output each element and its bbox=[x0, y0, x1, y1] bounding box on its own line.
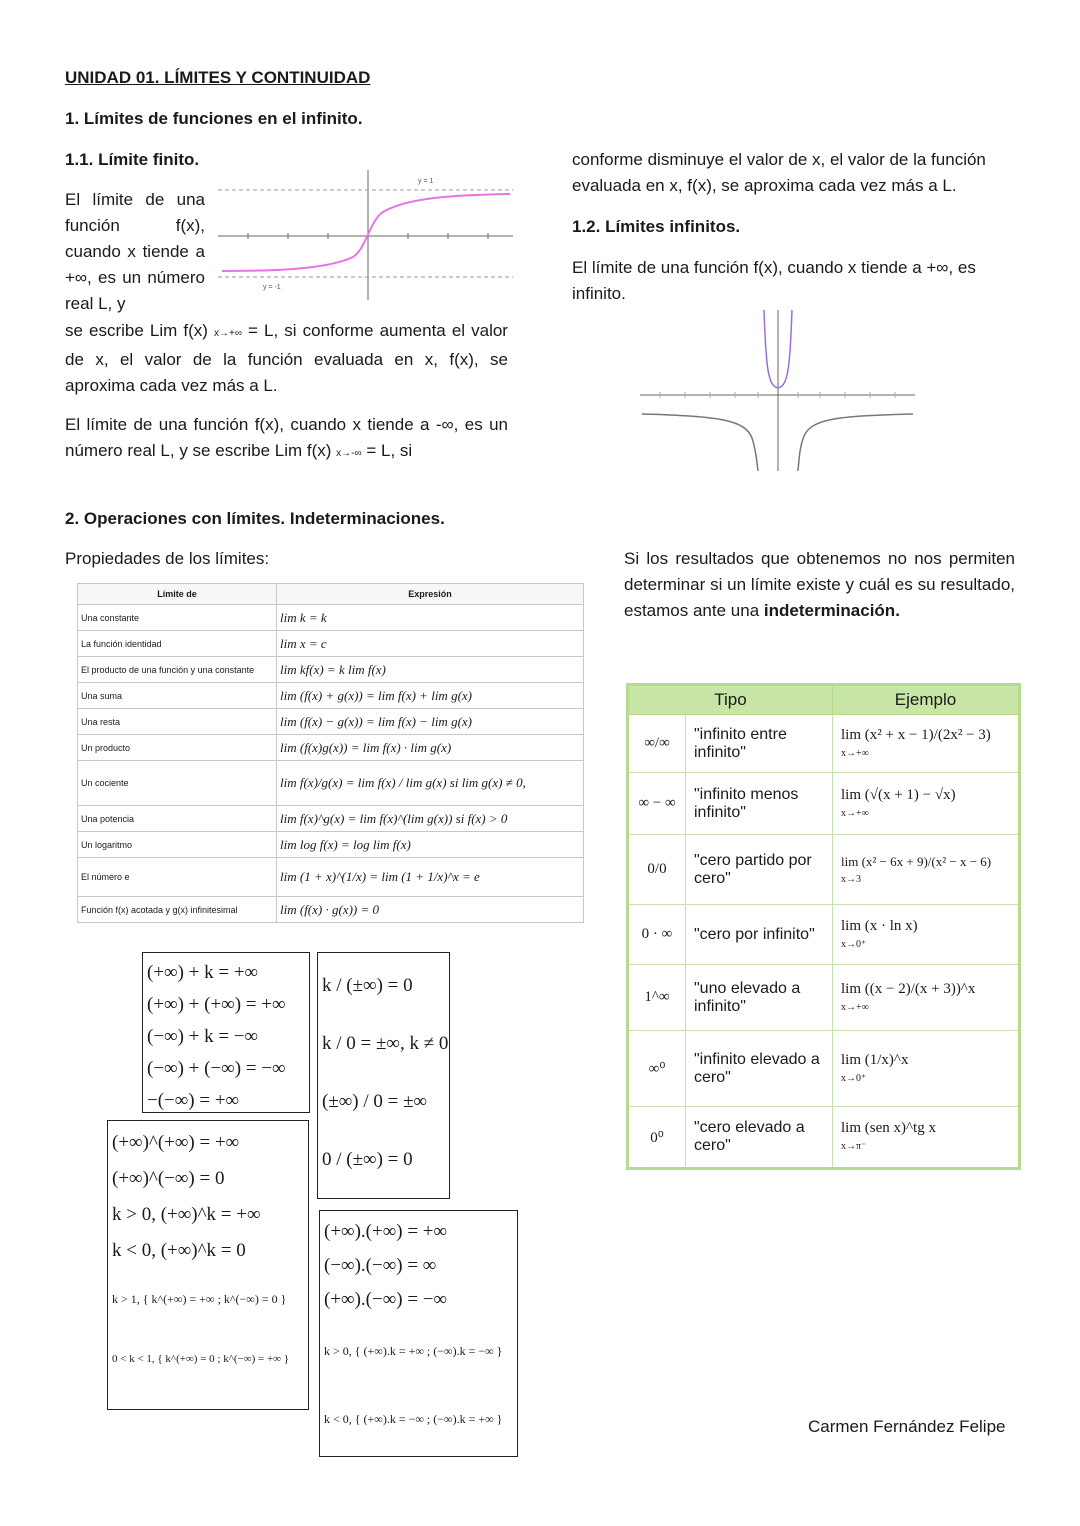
subsection-finite-title: 1.1. Límite finito. bbox=[65, 150, 200, 169]
label-y1: y = 1 bbox=[418, 178, 434, 185]
ind-header-example: Ejemplo bbox=[833, 685, 1020, 715]
indeterminations-table bbox=[626, 683, 1021, 1170]
table-row: El número e lim (1 + x)^(1/x) = lim (1 + 1/x)^x = e bbox=[78, 858, 584, 897]
box-quotients: k / (±∞) = 0 k / 0 = ±∞, k ≠ 0 (±∞) / 0 = ±∞ 0 / (±∞) = 0 bbox=[317, 952, 450, 1199]
paragraph-minus-infinity-cont: conforme disminuye el valor de x, el valor de la función evaluada en x, f(x), se aproxima cada vez más a L. bbox=[572, 150, 986, 195]
table-row: 0⁰ "cero elevado a cero" lim (sen x)^tg x x→π⁻ bbox=[628, 1107, 1020, 1169]
table-row: El producto de una función y una constante lim kf(x) = k lim f(x) bbox=[78, 657, 584, 683]
props-header-expr: Expresión bbox=[277, 584, 584, 605]
sigmoid-curve bbox=[222, 194, 510, 271]
table-row: Un producto lim (f(x)g(x)) = lim f(x) · lim g(x) bbox=[78, 735, 584, 761]
box-products: (+∞).(+∞) = +∞ (−∞).(−∞) = ∞ (+∞).(−∞) = −∞ k > 0, { (+∞).k = +∞ ; (−∞).k = −∞ } k < 0, { (+∞).k = −∞ ; (−∞).k = +∞ } bbox=[319, 1210, 518, 1457]
unit-title: UNIDAD 01. LÍMITES Y CONTINUIDAD bbox=[65, 68, 371, 87]
table-row: Una constante lim k = k bbox=[78, 605, 584, 631]
section1-title: 1. Límites de funciones en el infinito. bbox=[65, 109, 363, 128]
table-row: 0 · ∞ "cero por infinito" lim (x · ln x) x→0⁺ bbox=[628, 905, 1020, 965]
table-row: Una suma lim (f(x) + g(x)) = lim f(x) + lim g(x) bbox=[78, 683, 584, 709]
table-row: 0/0 "cero partido por cero" lim (x² − 6x + 9)/(x² − x − 6) x→3 bbox=[628, 835, 1020, 905]
table-row: Un logaritmo lim log f(x) = log lim f(x) bbox=[78, 832, 584, 858]
label-y-minus1: y = -1 bbox=[263, 284, 281, 291]
infinite-limit-graph bbox=[640, 308, 915, 473]
table-row: Una resta lim (f(x) − g(x)) = lim f(x) − lim g(x) bbox=[78, 709, 584, 735]
lower-right-curve bbox=[798, 414, 913, 471]
paragraph-minus-infinity: El límite de una función f(x), cuando x tiende a -∞, es un número real L, y se escribe Lim f(x) x→-∞ = L, si bbox=[65, 415, 508, 460]
finite-limit-graph bbox=[218, 165, 513, 305]
author-name: Carmen Fernández Felipe bbox=[808, 1417, 1006, 1436]
table-row: Una potencia lim f(x)^g(x) = lim f(x)^(lim g(x)) si f(x) > 0 bbox=[78, 806, 584, 832]
paragraph-infinite-limit: El límite de una función f(x), cuando x tiende a +∞, es infinito. bbox=[572, 258, 976, 303]
table-row: Función f(x) acotada y g(x) infinitesimal lim (f(x) · g(x)) = 0 bbox=[78, 897, 584, 923]
box-powers: (+∞)^(+∞) = +∞ (+∞)^(−∞) = 0 k > 0, (+∞)^k = +∞ k < 0, (+∞)^k = 0 k > 1, { k^(+∞) = +∞ ; k^(−∞) = 0 } 0 < k < 1, { k^(+∞) = 0 ; k^(−∞) = +∞ } bbox=[107, 1120, 309, 1410]
table-row: ∞ − ∞ "infinito menos infinito" lim (√(x + 1) − √x) x→+∞ bbox=[628, 773, 1020, 835]
box-sums: (+∞) + k = +∞ (+∞) + (+∞) = +∞ (−∞) + k = −∞ (−∞) + (−∞) = −∞ −(−∞) = +∞ bbox=[142, 952, 310, 1113]
subsection-infinite-title: 1.2. Límites infinitos. bbox=[572, 217, 741, 236]
paragraph-finite-limit-cont: se escribe Lim f(x) x→+∞ = L, si conforme aumenta el valor de x, el valor de la función evaluada en x, f(x), se aproxima cada vez más a L. bbox=[65, 321, 508, 395]
lower-left-curve bbox=[642, 414, 758, 471]
properties-label: Propiedades de los límites: bbox=[65, 549, 270, 568]
properties-table bbox=[77, 583, 584, 923]
table-row: La función identidad lim x = c bbox=[78, 631, 584, 657]
props-header-name: Límite de bbox=[78, 584, 277, 605]
section2-title: 2. Operaciones con límites. Indeterminaciones. bbox=[65, 509, 445, 528]
table-row: Un cociente lim f(x)/g(x) = lim f(x) / lim g(x) si lim g(x) ≠ 0, bbox=[78, 761, 584, 806]
indeterminations-intro: Si los resultados que obtenemos no nos permiten determinar si un límite existe y cuál es su resultado, estamos ante una indeterminación. bbox=[624, 549, 1015, 620]
paragraph-finite-limit-wrap: El límite de una función f(x), cuando x tiende a +∞, es un número real L, y bbox=[65, 190, 205, 313]
table-row: ∞/∞ "infinito entre infinito" lim (x² + x − 1)/(2x² − 3) x→+∞ bbox=[628, 715, 1020, 773]
ind-header-type: Tipo bbox=[628, 685, 833, 715]
table-row: 1^∞ "uno elevado a infinito" lim ((x − 2)/(x + 3))^x x→+∞ bbox=[628, 965, 1020, 1031]
table-row: ∞⁰ "infinito elevado a cero" lim (1/x)^x x→0⁺ bbox=[628, 1031, 1020, 1107]
